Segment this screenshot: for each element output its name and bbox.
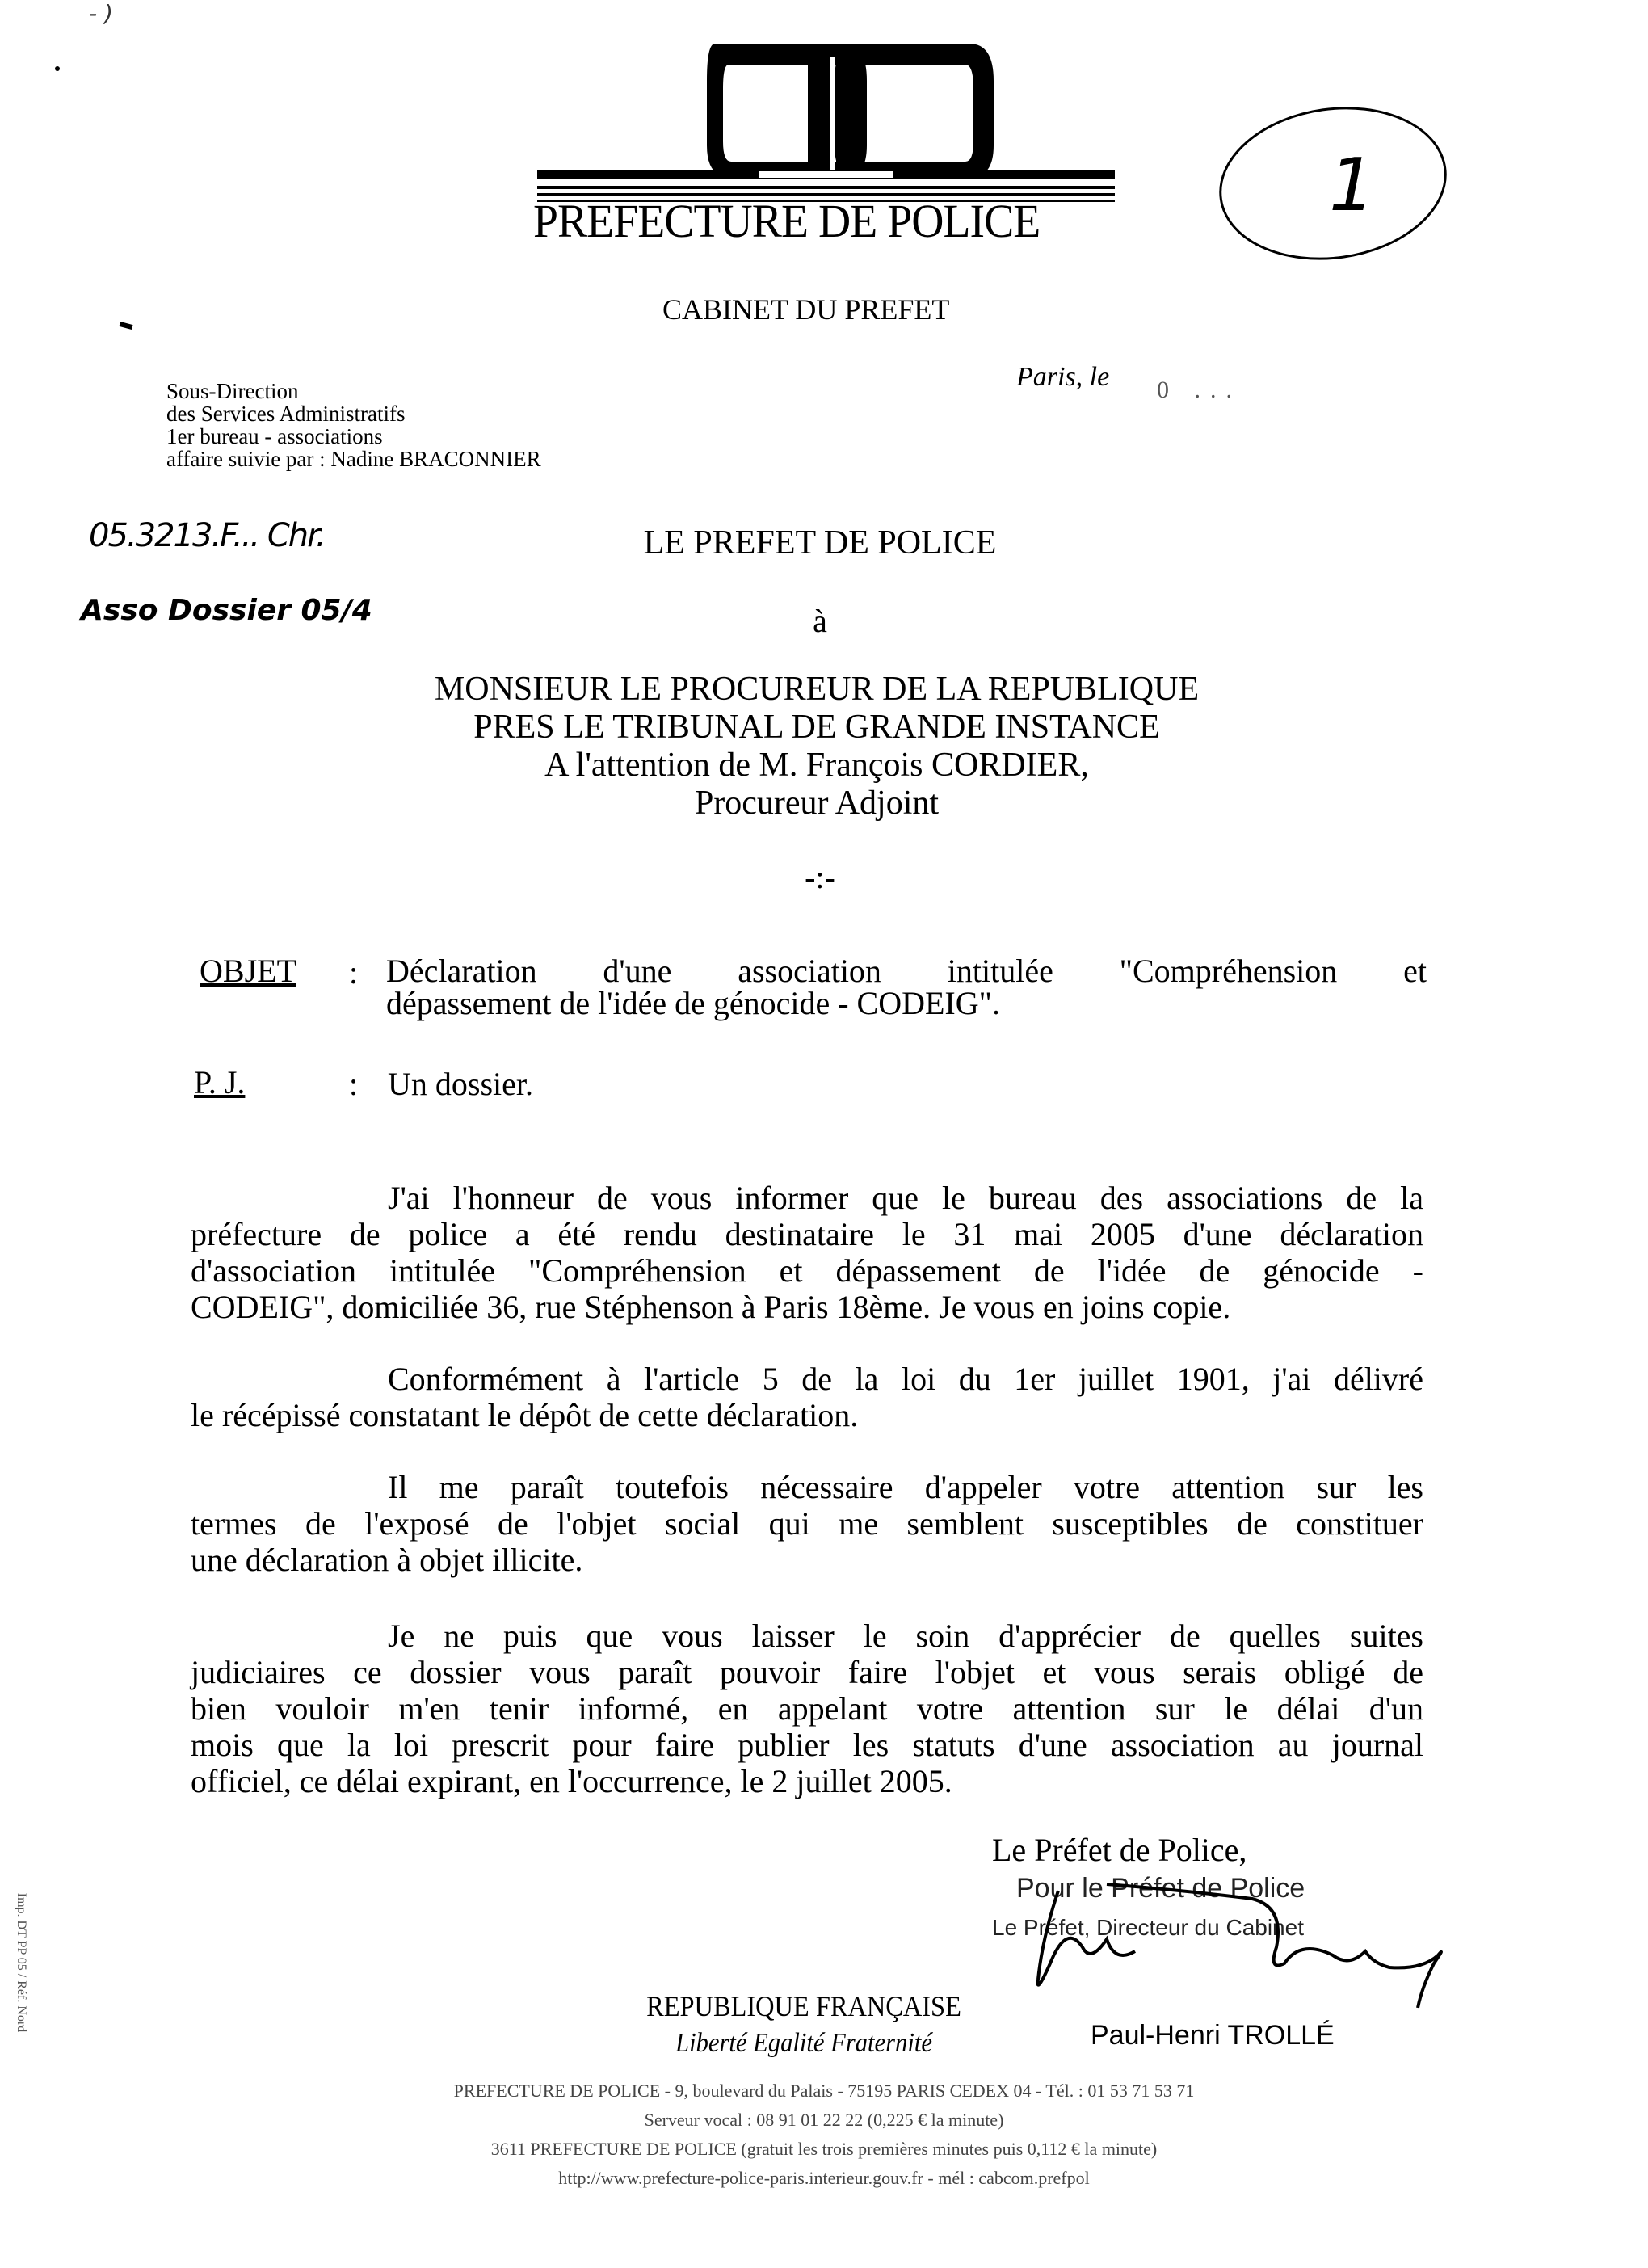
to-word: à: [813, 603, 827, 639]
separator: -:-: [805, 859, 835, 895]
paragraph: [191, 1618, 1423, 1799]
paragraph: [191, 1361, 1423, 1433]
handwritten-dossier-number: Asso Dossier 05/4: [81, 594, 372, 627]
footer-line: Serveur vocal : 08 91 01 22 22 (0,225 € la minute): [644, 2110, 1004, 2130]
sender-line: des Services Administratifs: [166, 402, 406, 426]
recipient-block: [332, 671, 1301, 823]
paragraph: [191, 1469, 1423, 1578]
place-date-label: Paris, le: [1016, 362, 1110, 392]
paragraph-line: Conformément à l'article 5 de la loi du 1er juillet 1901, j'ai délivré: [388, 1361, 1423, 1397]
paragraph: [191, 1180, 1423, 1325]
republic-motto: Liberté Egalité Fraternité: [675, 2028, 932, 2058]
signature-stamp-line: Pour le Préfet de Police: [1016, 1873, 1305, 1904]
date-stamp: 0 ...: [1157, 377, 1242, 403]
paragraph-line: le récépissé constatant le dépôt de cette déclaration.: [191, 1397, 859, 1433]
paragraph-line: J'ai l'honneur de vous informer que le bureau des associations de la: [388, 1180, 1423, 1216]
paragraph-line: Je ne puis que vous laisser le soin d'apprécier de quelles suites: [388, 1618, 1423, 1654]
sender-title: LE PREFET DE POLICE: [643, 524, 997, 562]
sender-line: Sous-Direction: [166, 379, 299, 403]
footer-line: PREFECTURE DE POLICE - 9, boulevard du Palais - 75195 PARIS CEDEX 04 - Tél. : 01 53 71 53 71: [453, 2081, 1195, 2101]
recipient-line: PRES LE TRIBUNAL DE GRANDE INSTANCE: [473, 709, 1160, 746]
speck: [119, 322, 132, 330]
subject-line: Déclaration d'une association intitulée "Compréhension et: [386, 953, 1427, 989]
subject-text: [386, 955, 1427, 1020]
margin-mark: - ): [89, 0, 113, 27]
subject-colon: :: [349, 954, 359, 991]
footer-line: 3611 PREFECTURE DE POLICE (gratuit les trois premières minutes puis 0,112 € la minute): [490, 2139, 1158, 2159]
paragraph-line: préfecture de police a été rendu destinataire le 31 mai 2005 d'une déclaration: [191, 1216, 1423, 1252]
sender-line: 1er bureau - associations: [166, 424, 383, 448]
footer-contact: [178, 2077, 1470, 2193]
recipient-line: MONSIEUR LE PROCUREUR DE LA REPUBLIQUE: [434, 671, 1200, 708]
signature-stamp-line: Le Préfet, Directeur du Cabinet: [992, 1915, 1304, 1940]
side-print-mark: Imp. DT PP 05 / Réf. Nord: [15, 1892, 29, 2033]
paragraph-line: officiel, ce délai expirant, en l'occurrence, le 2 juillet 2005.: [191, 1763, 952, 1799]
handwritten-reference: 05.3213.F... Chr.: [89, 517, 325, 554]
footer-line: http://www.prefecture-police-paris.interieur.gouv.fr - mél : cabcom.prefpol: [558, 2168, 1090, 2188]
paragraph-line: bien vouloir m'en tenir informé, en appelant votre attention sur le délai d'un: [191, 1690, 1423, 1727]
subject-label: OBJET: [200, 953, 296, 989]
paragraph-line: d'association intitulée "Compréhension et dépassement de l'idée de génocide -: [191, 1252, 1423, 1289]
page-number: 1: [1329, 143, 1376, 228]
recipient-line: A l'attention de M. François CORDIER,: [544, 747, 1089, 784]
speck: [55, 66, 60, 71]
handwritten-signature: [1026, 1875, 1478, 2012]
recipient-line: Procureur Adjoint: [694, 785, 940, 822]
republic-label: REPUBLIQUE FRANÇAISE: [646, 1990, 961, 2022]
attachment-label: P. J.: [194, 1064, 246, 1100]
signature-title: Le Préfet de Police,: [992, 1832, 1247, 1868]
pp-monogram-icon: [707, 44, 994, 178]
attachment-colon: :: [349, 1066, 359, 1102]
paragraph-line: Il me paraît toutefois nécessaire d'appeler votre attention sur les: [388, 1469, 1423, 1505]
cabinet-title: CABINET DU PREFET: [662, 293, 950, 326]
paragraph-line: judiciaires ce dossier vous paraît pouvoir faire l'objet et vous serais obligé de: [191, 1654, 1423, 1690]
paragraph-line: une déclaration à objet illicite.: [191, 1542, 583, 1578]
sender-line: affaire suivie par : Nadine BRACONNIER: [166, 447, 541, 471]
institution-name: PREFECTURE DE POLICE: [533, 195, 1041, 247]
paragraph-line: termes de l'exposé de l'objet social qui me semblent susceptibles de constituer: [191, 1505, 1423, 1542]
subject-line: dépassement de l'idée de génocide - CODEIG".: [386, 985, 1000, 1021]
attachment-value: Un dossier.: [388, 1066, 533, 1102]
paragraph-line: CODEIG", domiciliée 36, rue Stéphenson à Paris 18ème. Je vous en joins copie.: [191, 1289, 1231, 1325]
paragraph-line: mois que la loi prescrit pour faire publier les statuts d'une association au journal: [191, 1727, 1423, 1763]
prefecture-logo: [529, 40, 1123, 202]
signatory-name: Paul-Henri TROLLÉ: [1091, 2020, 1335, 2051]
circled-number-annotation: [1208, 101, 1458, 271]
sender-block: [166, 380, 541, 470]
